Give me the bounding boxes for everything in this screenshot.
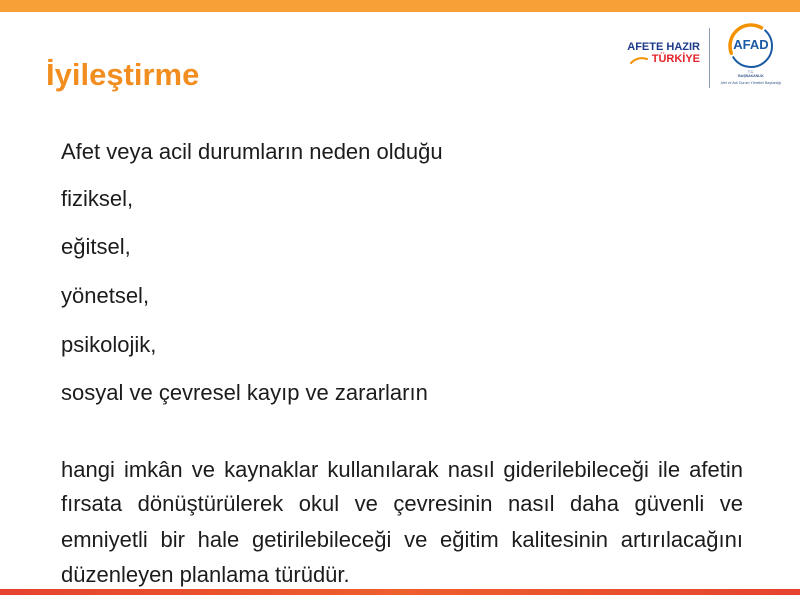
campaign-logo-bottom-text: TÜRKİYE: [651, 53, 700, 65]
bottom-accent-bar: [0, 589, 800, 595]
slide-title: İyileştirme: [46, 57, 200, 92]
top-accent-bar: [0, 0, 800, 12]
paragraph-line: hangi imkân ve kaynaklar kullanılarak nasıl giderilebileceği ile afetin: [61, 457, 743, 482]
campaign-logo-top-text: AFETE HAZIR: [627, 41, 700, 53]
logo-divider: [709, 28, 710, 88]
body-line-intro: Afet veya acil durumların neden olduğu: [61, 139, 443, 164]
afad-caption-line-3: Afet ve Acil Durum Yönetimi Başkanlığı: [720, 81, 782, 85]
body-line-item: psikolojik,: [61, 332, 157, 357]
body-line-item: yönetsel,: [61, 283, 150, 308]
body-line-item: sosyal ve çevresel kayıp ve zararların: [61, 380, 428, 405]
swoosh-icon: [630, 56, 648, 65]
afad-caption-line-1: T.C.: [747, 70, 755, 74]
body-line-item: eğitsel,: [61, 234, 131, 259]
paragraph-line: emniyetli bir hale getirilebileceği ve eğitim kalitesinin artırılacağını: [61, 527, 743, 552]
afad-wordmark: AFAD: [733, 37, 769, 52]
afad-caption-line-2: BAŞBAKANLIK: [738, 74, 764, 78]
afad-caption: [712, 69, 790, 87]
paragraph-line-last: düzenleyen planlama türüdür.: [61, 562, 350, 587]
paragraph-line: fırsata dönüştürülerek okul ve çevresinin nasıl daha güvenli ve: [61, 491, 743, 516]
body-line-item: fiziksel,: [61, 186, 134, 211]
